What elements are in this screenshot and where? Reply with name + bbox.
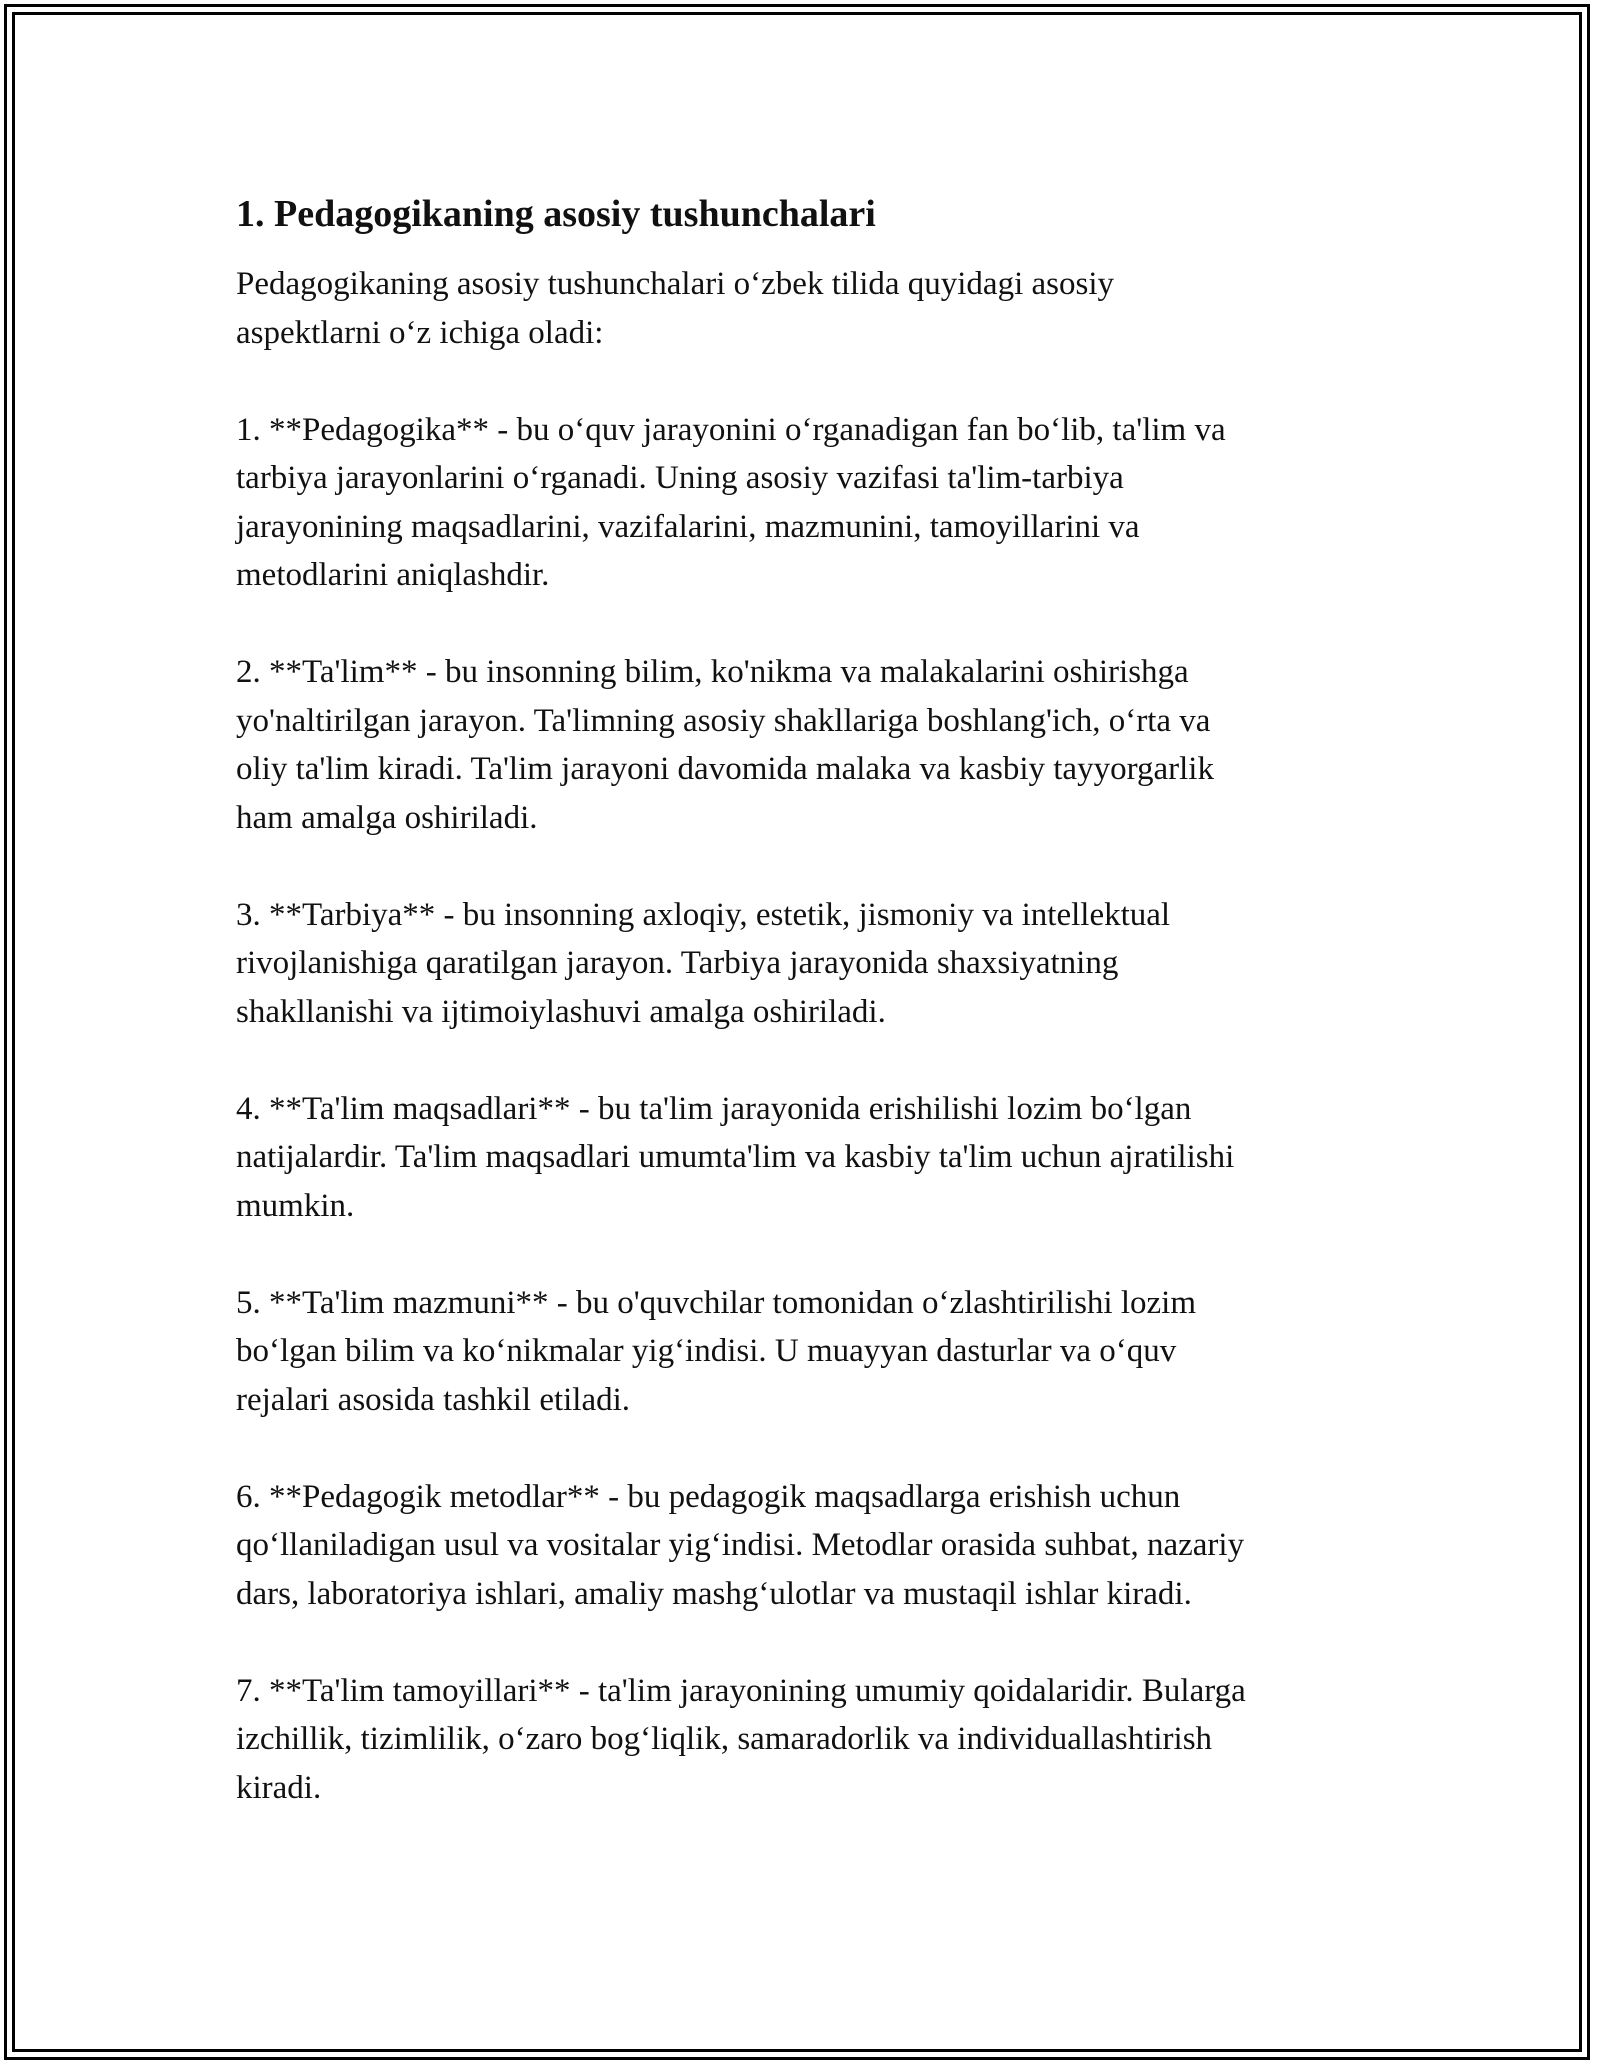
text-line: oliy ta'lim kiradi. Ta'lim jarayoni davomida malaka va kasbiy tayyorgarlik (236, 751, 1214, 787)
text-line: qo‘llaniladigan usul va vositalar yig‘indisi. Metodlar orasida suhbat, nazariy (236, 1527, 1245, 1563)
paragraph-pedagogik-metodlar (236, 1473, 1376, 1619)
document-title: 1. Pedagogikaning asosiy tushunchalari (236, 193, 876, 235)
text-line: izchillik, tizimlilik, o‘zaro bog‘liqlik, samaradorlik va individuallashtirish (236, 1721, 1213, 1757)
text-line: rivojlanishiga qaratilgan jarayon. Tarbiya jarayonida shaxsiyatning (236, 945, 1119, 981)
text-line: dars, laboratoriya ishlari, amaliy mashg‘ulotlar va mustaqil ishlar kiradi. (236, 1575, 1192, 1612)
paragraph-pedagogika (236, 406, 1376, 600)
text-line: ham amalga oshiriladi. (236, 799, 538, 836)
text-line: rejalari asosida tashkil etiladi. (236, 1381, 631, 1418)
text-line: 2. **Ta'lim** - bu insonning bilim, ko'nikma va malakalarini oshirishga (236, 654, 1189, 690)
text-line: yo'naltirilgan jarayon. Ta'limning asosiy shakllariga boshlang'ich, o‘rta va (236, 702, 1211, 739)
text-line: 1. **Pedagogika** - bu o‘quv jarayonini o‘rganadigan fan bo‘lib, ta'lim va (236, 411, 1226, 448)
text-line: 5. **Ta'lim mazmuni** - bu o'quvchilar tomonidan o‘zlashtirilishi lozim (236, 1284, 1196, 1321)
text-line: mumkin. (236, 1187, 355, 1224)
paragraph-talim (236, 648, 1376, 842)
text-line: Pedagogikaning asosiy tushunchalari o‘zbek tilida quyidagi asosiy (236, 266, 1114, 302)
text-line: shakllanishi va ijtimoiylashuvi amalga oshiriladi. (236, 993, 886, 1030)
text-line: 6. **Pedagogik metodlar** - bu pedagogik maqsadlarga erishish uchun (236, 1478, 1181, 1515)
text-line: 4. **Ta'lim maqsadlari** - bu ta'lim jarayonida erishilishi lozim bo‘lgan (236, 1090, 1192, 1127)
text-line: 7. **Ta'lim tamoyillari** - ta'lim jarayonining umumiy qoidalaridir. Bularga (236, 1672, 1246, 1709)
paragraph-talim-tamoyillari (236, 1667, 1376, 1813)
text-line: kiradi. (236, 1769, 322, 1806)
paragraph-tarbiya (236, 891, 1376, 1037)
text-line: jarayonining maqsadlarini, vazifalarini, mazmunini, tamoyillarini va (236, 508, 1140, 545)
text-line: aspektlarni o‘z ichiga oladi: (236, 314, 604, 351)
text-line: tarbiya jarayonlarini o‘rganadi. Uning asosiy vazifasi ta'lim-tarbiya (236, 460, 1124, 496)
text-line: bo‘lgan bilim va ko‘nikmalar yig‘indisi. U muayyan dasturlar va o‘quv (236, 1333, 1177, 1369)
text-line: natijalardir. Ta'lim maqsadlari umumta'lim va kasbiy ta'lim uchun ajratilishi (236, 1139, 1235, 1175)
text-line: 3. **Tarbiya** - bu insonning axloqiy, estetik, jismoniy va intellektual (236, 896, 1171, 933)
text-line: metodlarini aniqlashdir. (236, 557, 550, 593)
paragraph-talim-mazmuni (236, 1279, 1376, 1425)
intro-paragraph (236, 260, 1376, 357)
paragraph-talim-maqsadlari (236, 1085, 1376, 1231)
document-body (236, 186, 1376, 1861)
